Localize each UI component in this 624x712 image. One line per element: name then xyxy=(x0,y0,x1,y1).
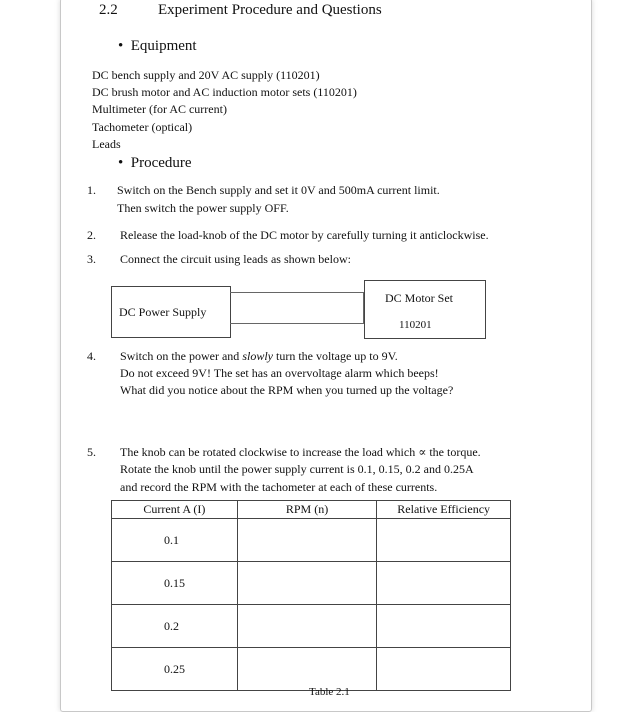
rpm-cell[interactable] xyxy=(237,648,377,691)
efficiency-cell[interactable] xyxy=(377,562,511,605)
section-number: 2.2 xyxy=(99,2,118,18)
efficiency-cell[interactable] xyxy=(377,648,511,691)
efficiency-cell[interactable] xyxy=(377,605,511,648)
motor-set-label: DC Motor Set xyxy=(385,291,454,305)
section-title: Experiment Procedure and Questions xyxy=(158,2,382,18)
data-table xyxy=(111,500,511,691)
rpm-cell[interactable] xyxy=(237,605,377,648)
column-header-rpm: RPM (n) xyxy=(237,501,377,519)
equipment-heading: • Equipment xyxy=(118,38,197,54)
current-cell: 0.1 xyxy=(112,519,238,562)
step-text: The knob can be rotated clockwise to increase the load which ∝ the torque. xyxy=(120,445,481,459)
step-text: Switch on the power and slowly turn the voltage up to 9V. xyxy=(120,349,398,363)
current-cell: 0.25 xyxy=(112,648,238,691)
table-row xyxy=(112,648,511,691)
step-number: 2. xyxy=(87,228,96,242)
bullet-icon: • xyxy=(118,38,124,54)
step-number: 3. xyxy=(87,252,96,266)
equipment-item: DC bench supply and 20V AC supply (110201) xyxy=(92,68,320,82)
motor-set-box xyxy=(364,280,486,339)
wire-bottom xyxy=(230,323,364,324)
current-cell: 0.2 xyxy=(112,605,238,648)
step-text: Connect the circuit using leads as shown below: xyxy=(120,252,351,266)
wire-top xyxy=(230,292,364,293)
table-row xyxy=(112,562,511,605)
rpm-cell[interactable] xyxy=(237,519,377,562)
column-header-efficiency: Relative Efficiency xyxy=(377,501,511,519)
power-supply-label: DC Power Supply xyxy=(119,305,207,319)
step-number: 1. xyxy=(87,183,96,197)
table-row xyxy=(112,519,511,562)
motor-id-label: 110201 xyxy=(399,319,432,331)
step-number: 4. xyxy=(87,349,96,363)
step-text: Release the load-knob of the DC motor by carefully turning it anticlockwise. xyxy=(120,228,489,242)
power-supply-box xyxy=(111,286,231,338)
step-text: What did you notice about the RPM when you turned up the voltage? xyxy=(120,383,454,397)
rpm-cell[interactable] xyxy=(237,562,377,605)
step-text: and record the RPM with the tachometer at each of these currents. xyxy=(120,480,438,494)
table-header-row xyxy=(112,501,511,519)
table-caption: Table 2.1 xyxy=(309,686,350,698)
step-text: Switch on the Bench supply and set it 0V and 500mA current limit. xyxy=(117,183,440,197)
step-text: Rotate the knob until the power supply current is 0.1, 0.15, 0.2 and 0.25A xyxy=(120,462,474,476)
equipment-item: DC brush motor and AC induction motor sets (110201) xyxy=(92,85,357,99)
efficiency-cell[interactable] xyxy=(377,519,511,562)
current-cell: 0.15 xyxy=(112,562,238,605)
step-text: Then switch the power supply OFF. xyxy=(117,201,289,215)
step-text: Do not exceed 9V! The set has an overvoltage alarm which beeps! xyxy=(120,366,439,380)
table-row xyxy=(112,605,511,648)
step-number: 5. xyxy=(87,445,96,459)
column-header-current: Current A (I) xyxy=(112,501,238,519)
bullet-icon: • xyxy=(118,155,124,171)
equipment-item: Tachometer (optical) xyxy=(92,120,193,134)
equipment-item: Leads xyxy=(92,137,121,151)
procedure-heading: • Procedure xyxy=(118,155,192,171)
equipment-item: Multimeter (for AC current) xyxy=(92,102,227,116)
